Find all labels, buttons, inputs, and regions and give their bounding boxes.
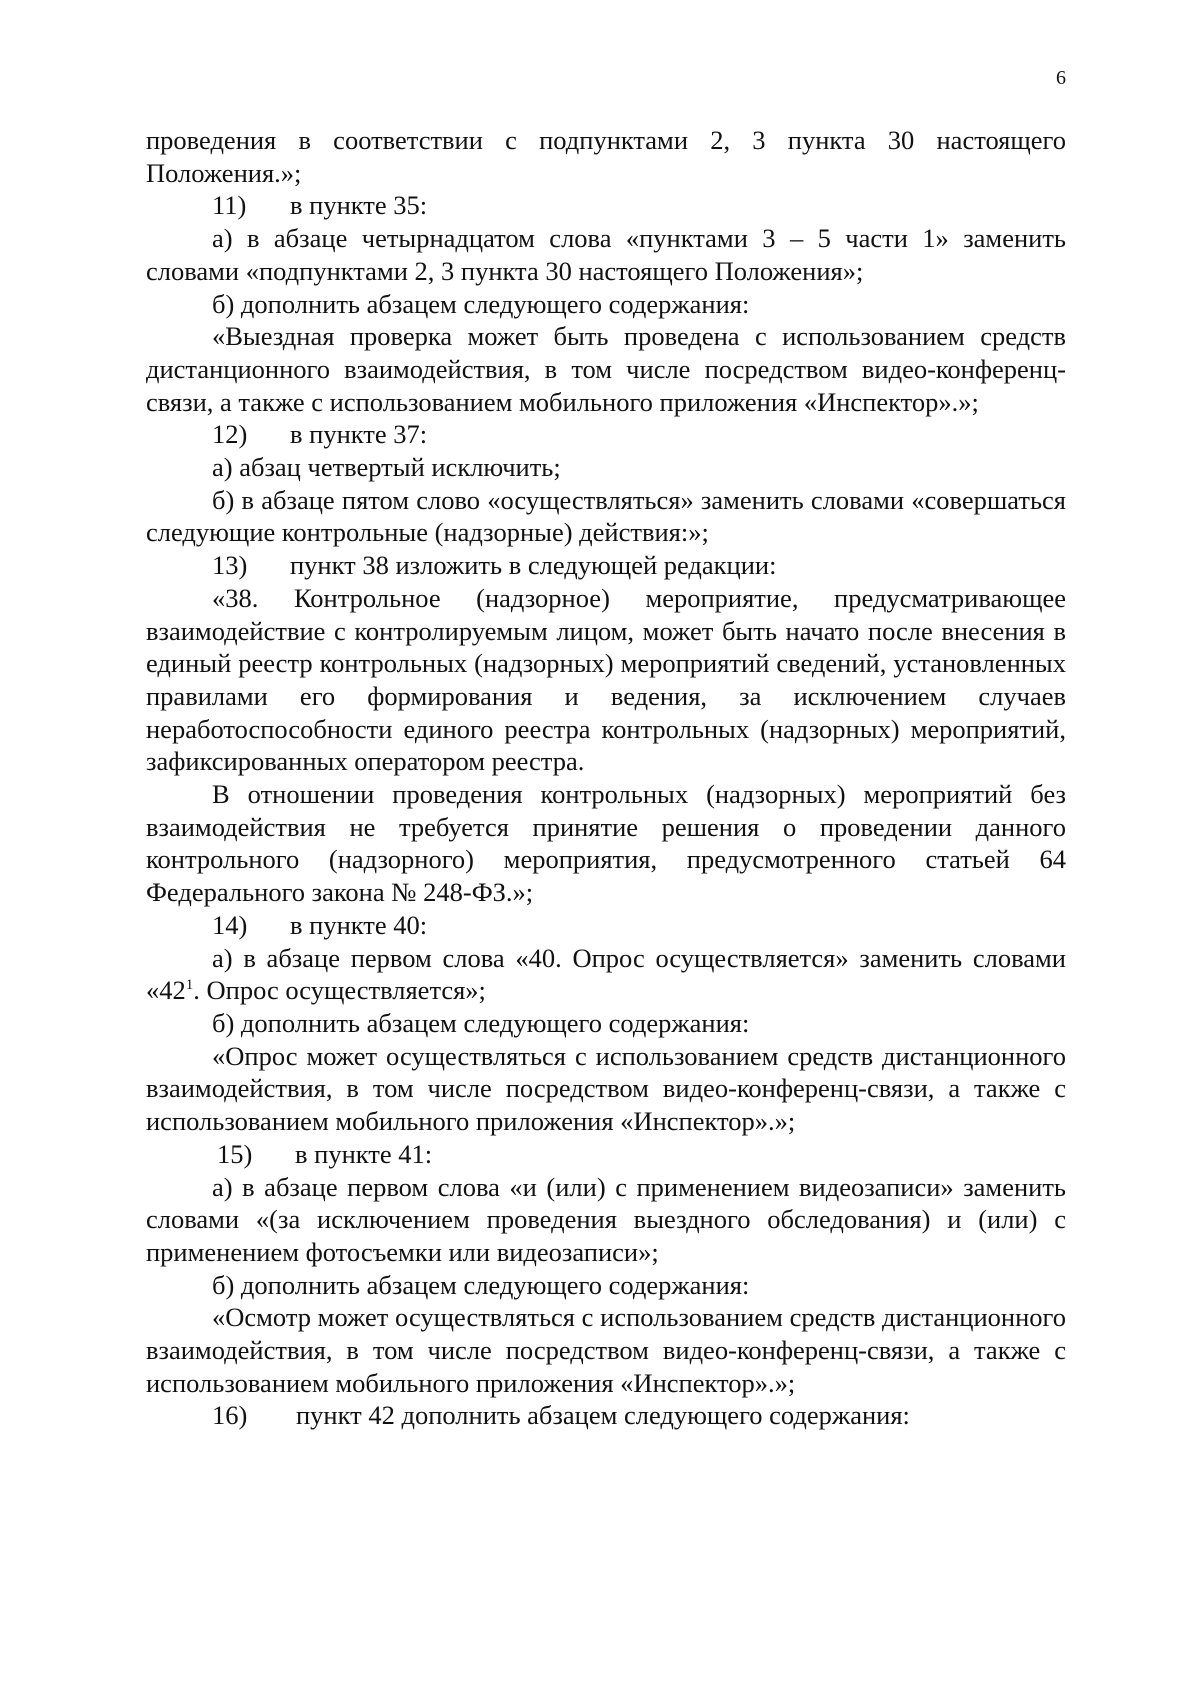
- paragraph: В отношении проведения контрольных (надзорных) мероприятий без взаимодействия не требуется принятие решения о проведении данного контрольного (надзорного) мероприятия, предусмотренного статьей 64 Федерального закона № 248-ФЗ.»;: [146, 779, 1066, 908]
- item-text: в пункте 41:: [295, 1138, 433, 1169]
- paragraph: проведения в соответствии с подпунктами 2, 3 пункта 30 настоящего Положения.»;: [146, 125, 1066, 188]
- list-item-11: [146, 189, 1066, 222]
- item-number: 12): [212, 419, 248, 450]
- paragraph: «Выездная проверка может быть проведена с использованием средств дистанционного взаимодействия, в том числе посредством видео-конференц-связи, а также с использованием мобильного приложения «Инспектор».»;: [146, 321, 1066, 417]
- list-item-13: [146, 549, 1066, 582]
- paragraph: б) дополнить абзацем следующего содержания:: [212, 288, 750, 319]
- item-text: в пункте 40:: [290, 909, 428, 940]
- item-number: 15): [217, 1138, 253, 1169]
- item-number: 14): [212, 909, 248, 940]
- paragraph: «Осмотр может осуществляться с использованием средств дистанционного взаимодействия, в том числе посредством видео-конференц-связи, а также с использованием мобильного приложения «Инспектор».»;: [146, 1302, 1066, 1398]
- item-text: в пункте 37:: [290, 419, 428, 450]
- list-item-12: [146, 418, 1066, 451]
- list-item-16: [146, 1399, 1066, 1432]
- item-text: в пункте 35:: [290, 190, 428, 221]
- page-number: 6: [1056, 67, 1066, 89]
- superscript: 1: [185, 977, 194, 994]
- paragraph: а) в абзаце четырнадцатом слова «пунктами 3 – 5 части 1» заменить словами «подпунктами 2, 3 пункта 30 настоящего Положения»;: [146, 223, 1066, 286]
- text-run: а) в абзаце первом слова «40. Опрос осуществляется» заменить словами «42: [146, 942, 1066, 1006]
- item-text: пункт 42 дополнить абзацем следующего содержания:: [296, 1400, 910, 1431]
- paragraph: б) дополнить абзацем следующего содержания:: [212, 1269, 750, 1300]
- paragraph: «Опрос может осуществляться с использованием средств дистанционного взаимодействия, в том числе посредством видео-конференц-связи, а также с использованием мобильного приложения «Инспектор».»;: [146, 1040, 1066, 1137]
- paragraph: «38. Контрольное (надзорное) мероприятие, предусматривающее взаимодействие с контролируемым лицом, может быть начато после внесения в единый реестр контрольных (надзорных) мероприятий сведений, установленных правилами его формирования и ведения, за исключением случаев неработоспособности единого реестра контрольных (надзорных) мероприятий, зафиксированных оператором реестра.: [146, 582, 1066, 777]
- item-text: пункт 38 изложить в следующей редакции:: [290, 550, 777, 581]
- item-number: 11): [212, 190, 247, 221]
- item-number: 16): [212, 1400, 248, 1431]
- paragraph: [146, 942, 1066, 1007]
- document-body: [146, 124, 1066, 1432]
- paragraph: б) дополнить абзацем следующего содержания:: [212, 1007, 750, 1038]
- item-number: 13): [212, 550, 248, 581]
- paragraph: а) абзац четвертый исключить;: [212, 452, 561, 483]
- paragraph: б) в абзаце пятом слово «осуществляться» заменить словами «совершаться следующие контрольные (надзорные) действия:»;: [146, 484, 1066, 548]
- paragraph: а) в абзаце первом слова «и (или) с применением видеозаписи» заменить словами «(за исключением проведения выездного обследования) и (или) с применением фотосъемки или видеозаписи»;: [146, 1171, 1066, 1267]
- list-item-14: [146, 909, 1066, 942]
- list-item-15: [146, 1138, 1066, 1171]
- text-run: . Опрос осуществляется»;: [193, 975, 486, 1006]
